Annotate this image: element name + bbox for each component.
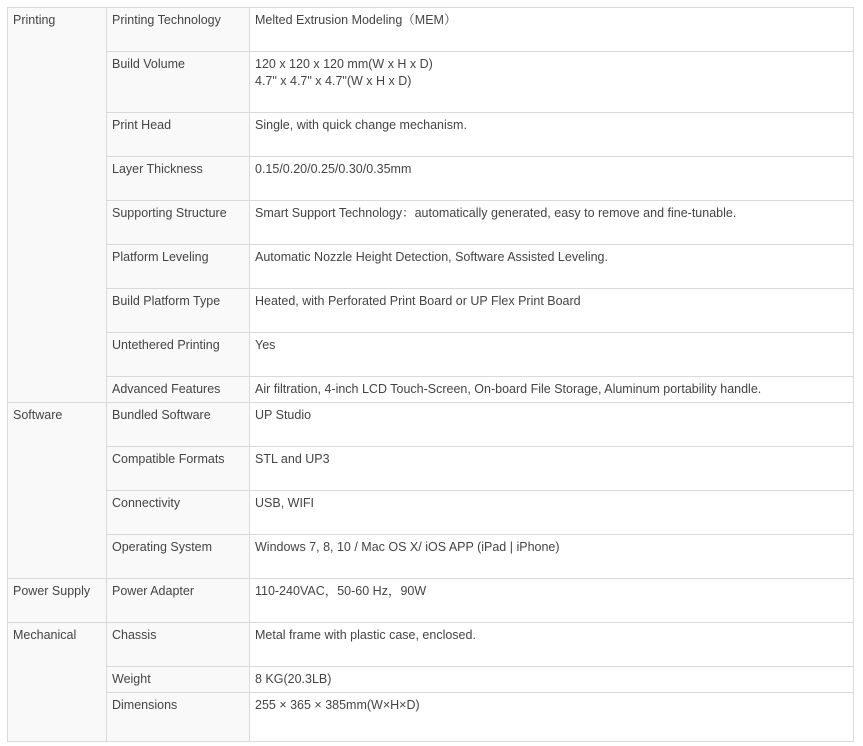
table-row xyxy=(8,667,854,693)
spec-value: 255 × 365 × 385mm(W×H×D) xyxy=(250,693,854,742)
table-row xyxy=(8,201,854,245)
spec-value: Single, with quick change mechanism. xyxy=(250,113,854,157)
spec-key: Compatible Formats xyxy=(107,447,250,491)
category-cell: Software xyxy=(8,403,107,579)
spec-key: Advanced Features xyxy=(107,377,250,403)
spec-value: 110-240VAC，50-60 Hz，90W xyxy=(250,579,854,623)
table-row xyxy=(8,245,854,289)
spec-value: Melted Extrusion Modeling（MEM） xyxy=(250,8,854,52)
table-row xyxy=(8,579,854,623)
table-row xyxy=(8,403,854,447)
spec-key: Weight xyxy=(107,667,250,693)
spec-key: Layer Thickness xyxy=(107,157,250,201)
spec-value: 8 KG(20.3LB) xyxy=(250,667,854,693)
spec-key: Untethered Printing xyxy=(107,333,250,377)
spec-key: Build Platform Type xyxy=(107,289,250,333)
table-row xyxy=(8,535,854,579)
spec-value: Windows 7, 8, 10 / Mac OS X/ iOS APP (iPad | iPhone) xyxy=(250,535,854,579)
category-cell: Power Supply xyxy=(8,579,107,623)
spec-key: Dimensions xyxy=(107,693,250,742)
spec-value: Automatic Nozzle Height Detection, Software Assisted Leveling. xyxy=(250,245,854,289)
category-cell: Mechanical xyxy=(8,623,107,742)
table-row xyxy=(8,377,854,403)
spec-value: UP Studio xyxy=(250,403,854,447)
spec-value: 120 x 120 x 120 mm(W x H x D) 4.7" x 4.7" x 4.7"(W x H x D) xyxy=(250,52,854,113)
table-row xyxy=(8,491,854,535)
spec-value: Yes xyxy=(250,333,854,377)
spec-value: Smart Support Technology：automatically generated, easy to remove and fine-tunable. xyxy=(250,201,854,245)
table-row xyxy=(8,623,854,667)
spec-value: USB, WIFI xyxy=(250,491,854,535)
spec-key: Connectivity xyxy=(107,491,250,535)
table-row xyxy=(8,693,854,742)
spec-key: Chassis xyxy=(107,623,250,667)
spec-key: Platform Leveling xyxy=(107,245,250,289)
table-row xyxy=(8,52,854,113)
table-row xyxy=(8,447,854,491)
spec-value: 0.15/0.20/0.25/0.30/0.35mm xyxy=(250,157,854,201)
table-row xyxy=(8,333,854,377)
table-row xyxy=(8,8,854,52)
spec-value: Metal frame with plastic case, enclosed. xyxy=(250,623,854,667)
spec-key: Supporting Structure xyxy=(107,201,250,245)
table-row xyxy=(8,157,854,201)
table-row xyxy=(8,113,854,157)
spec-key: Bundled Software xyxy=(107,403,250,447)
spec-key: Build Volume xyxy=(107,52,250,113)
spec-table xyxy=(7,7,854,742)
spec-key: Print Head xyxy=(107,113,250,157)
spec-key: Power Adapter xyxy=(107,579,250,623)
table-row xyxy=(8,289,854,333)
category-cell: Printing xyxy=(8,8,107,403)
spec-key: Operating System xyxy=(107,535,250,579)
spec-value: Air filtration, 4-inch LCD Touch-Screen, On-board File Storage, Aluminum portability handle. xyxy=(250,377,854,403)
spec-value: Heated, with Perforated Print Board or UP Flex Print Board xyxy=(250,289,854,333)
spec-value: STL and UP3 xyxy=(250,447,854,491)
spec-key: Printing Technology xyxy=(107,8,250,52)
